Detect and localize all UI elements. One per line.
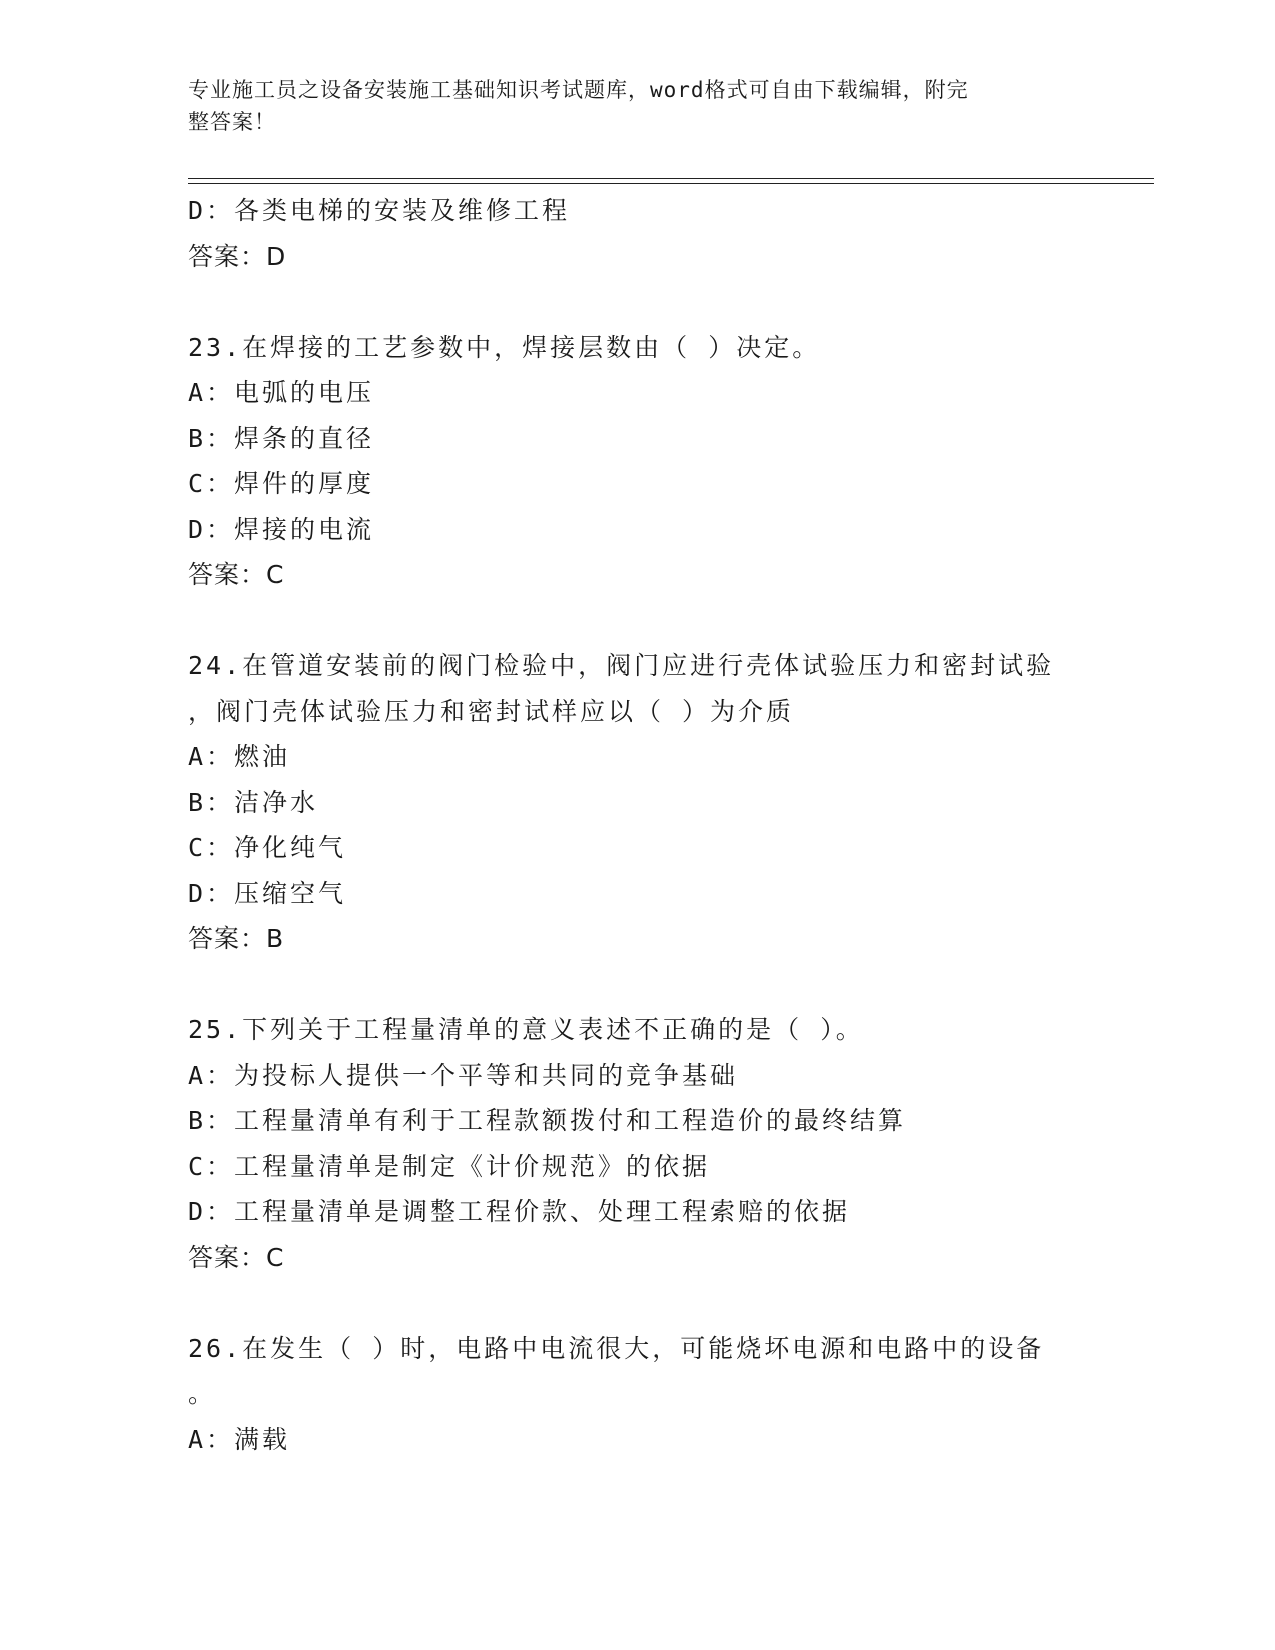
option-d: D：各类电梯的安装及维修工程: [188, 196, 571, 225]
spacer: [188, 598, 1088, 644]
question-stem: 25.下列关于工程量清单的意义表述不正确的是（ ）。: [188, 1015, 864, 1044]
option-d: D：工程量清单是调整工程价款、处理工程索赔的依据: [188, 1197, 851, 1226]
option-b: B：工程量清单有利于工程款额拨付和工程造价的最终结算: [188, 1106, 907, 1135]
option-d: D：焊接的电流: [188, 514, 375, 544]
question-24: [188, 643, 1088, 962]
answer: 答案：B: [188, 924, 285, 953]
header-line-2: 整答案！: [188, 110, 276, 134]
option-c: C：焊件的厚度: [188, 469, 375, 498]
question-stem: 23.在焊接的工艺参数中，焊接层数由（ ）决定。: [188, 332, 821, 362]
option-a: A：电弧的电压: [188, 378, 375, 407]
header-line-1: 专业施工员之设备安装施工基础知识考试题库，word格式可自由下载编辑，附完: [188, 78, 969, 102]
question-stem-line-2: 。: [188, 1379, 217, 1408]
spacer: [188, 1280, 1088, 1326]
option-c: C：净化纯气: [188, 833, 347, 862]
header-rule-bottom: [188, 183, 1154, 184]
question-stem-line-1: 26.在发生（ ）时，电路中电流很大，可能烧坏电源和电路中的设备: [188, 1333, 1045, 1363]
option-a: A：为投标人提供一个平等和共同的竞争基础: [188, 1060, 739, 1090]
option-c: C：工程量清单是制定《计价规范》的依据: [188, 1151, 711, 1181]
question-stem-line-2: ，阀门壳体试验压力和密封试样应以（ ）为介质: [188, 696, 795, 726]
option-a: A：满载: [188, 1424, 291, 1454]
answer: 答案：D: [188, 241, 287, 271]
answer: 答案：C: [188, 1242, 285, 1272]
header-rule-top: [188, 178, 1154, 179]
question-list: [188, 188, 1088, 1462]
spacer: [188, 279, 1088, 325]
question-23: [188, 325, 1088, 598]
option-a: A：燃油: [188, 742, 291, 771]
question-stem-line-1: 24.在管道安装前的阀门检验中，阀门应进行壳体试验压力和密封试验: [188, 651, 1055, 680]
option-d: D：压缩空气: [188, 878, 347, 908]
answer: 答案：C: [188, 560, 285, 589]
question-22-tail: [188, 188, 1088, 279]
option-b: B：洁净水: [188, 787, 319, 817]
spacer: [188, 962, 1088, 1008]
page-header: [188, 74, 1068, 138]
option-b: B：焊条的直径: [188, 423, 375, 453]
question-26: [188, 1326, 1088, 1463]
question-25: [188, 1007, 1088, 1280]
